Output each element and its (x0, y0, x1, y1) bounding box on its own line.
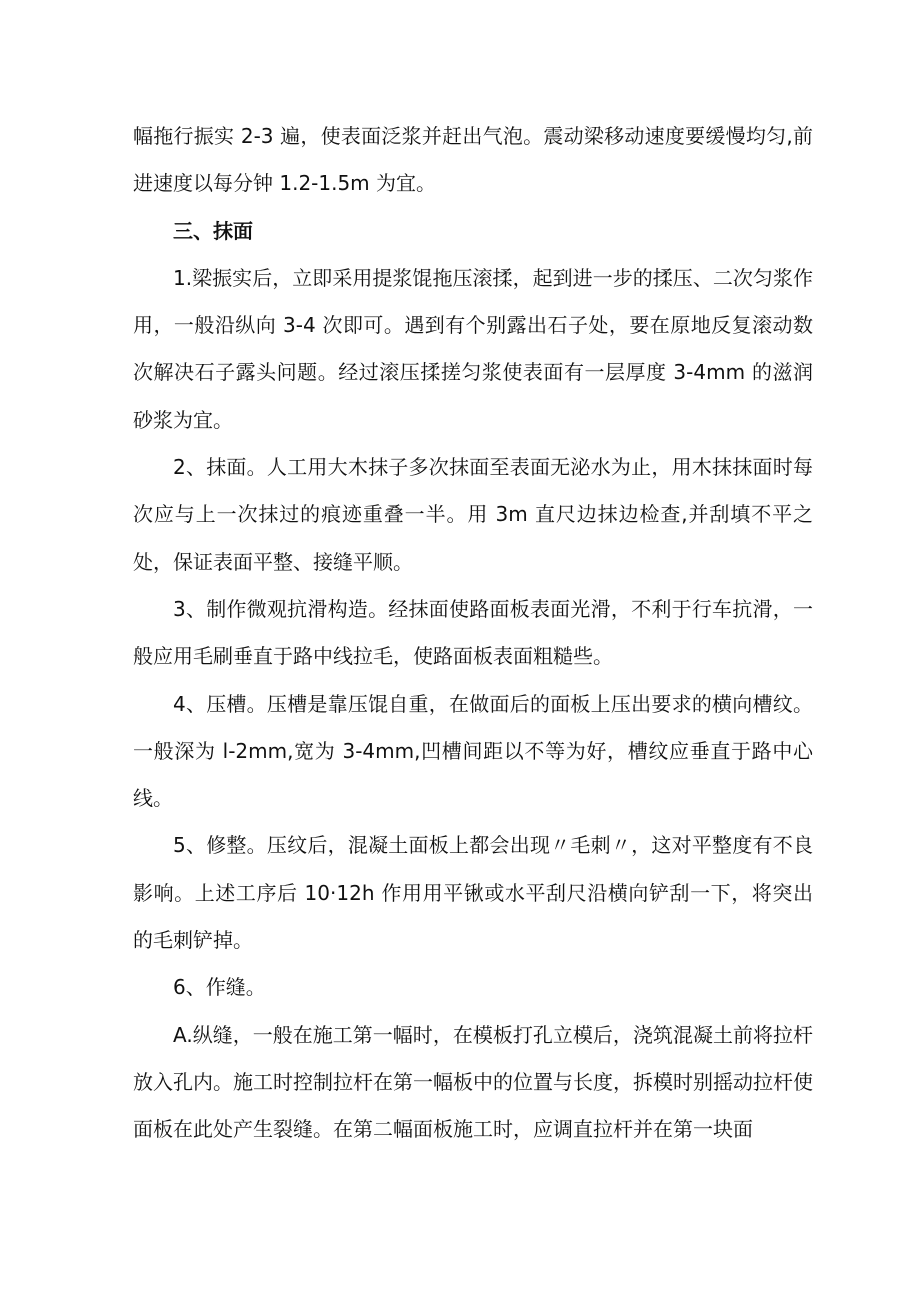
paragraph-continuation: 幅拖行振实 2-3 遍，使表面泛浆并赶出气泡。震动梁移动速度要缓慢均匀,前进速度以每分钟 1.2-1.5m 为宜。 (133, 124, 813, 196)
paragraph-step-5: 5、修整。压纹后，混凝土面板上都会出现〃毛刺〃，这对平整度有不良影响。上述工序后 10·12h 作用用平锹或水平刮尺沿横向铲刮一下，将突出的毛刺铲掉。 (133, 833, 813, 953)
section-heading: 三、抹面 (173, 218, 253, 243)
paragraph-step-2: 2、抹面。人工用大木抹子多次抹面至表面无泌水为止，用木抹抹面时每次应与上一次抹过的痕迹重叠一半。用 3m 直尺边抹边检查,并刮填不平之处，保证表面平整、接缝平顺。 (133, 455, 813, 574)
paragraph-step-4: 4、压槽。压槽是靠压馄自重，在做面后的面板上压出要求的横向槽纹。一般深为 l-2mm,宽为 3-4mm,凹槽间距以不等为好，槽纹应垂直于路中心线。 (133, 691, 813, 811)
paragraph-step-6: 6、作缝。 (173, 975, 266, 1000)
paragraph-step-1: 1.梁振实后，立即采用提浆馄拖压滚揉，起到进一步的揉压、二次匀浆作用，一般沿纵向 3-4 次即可。遇到有个别露出石子处，要在原地反复滚动数次解决石子露头问题。经过滚压揉搓匀浆使表面有一层厚度 3-4mm 的滋润砂浆为宜。 (133, 265, 813, 432)
document-body (133, 113, 813, 1154)
paragraph-step-6a: A.纵缝，一般在施工第一幅时，在模板打孔立模后，浇筑混凝土前将拉杆放入孔内。施工时控制拉杆在第一幅板中的位置与长度，拆模时别摇动拉杆使面板在此处产生裂缝。在第二幅面板施工时，应调直拉杆并在第一块面 (133, 1022, 813, 1142)
paragraph-step-3: 3、制作微观抗滑构造。经抹面使路面板表面光滑，不利于行车抗滑，一般应用毛刷垂直于路中线拉毛，使路面板表面粗糙些。 (133, 596, 813, 669)
